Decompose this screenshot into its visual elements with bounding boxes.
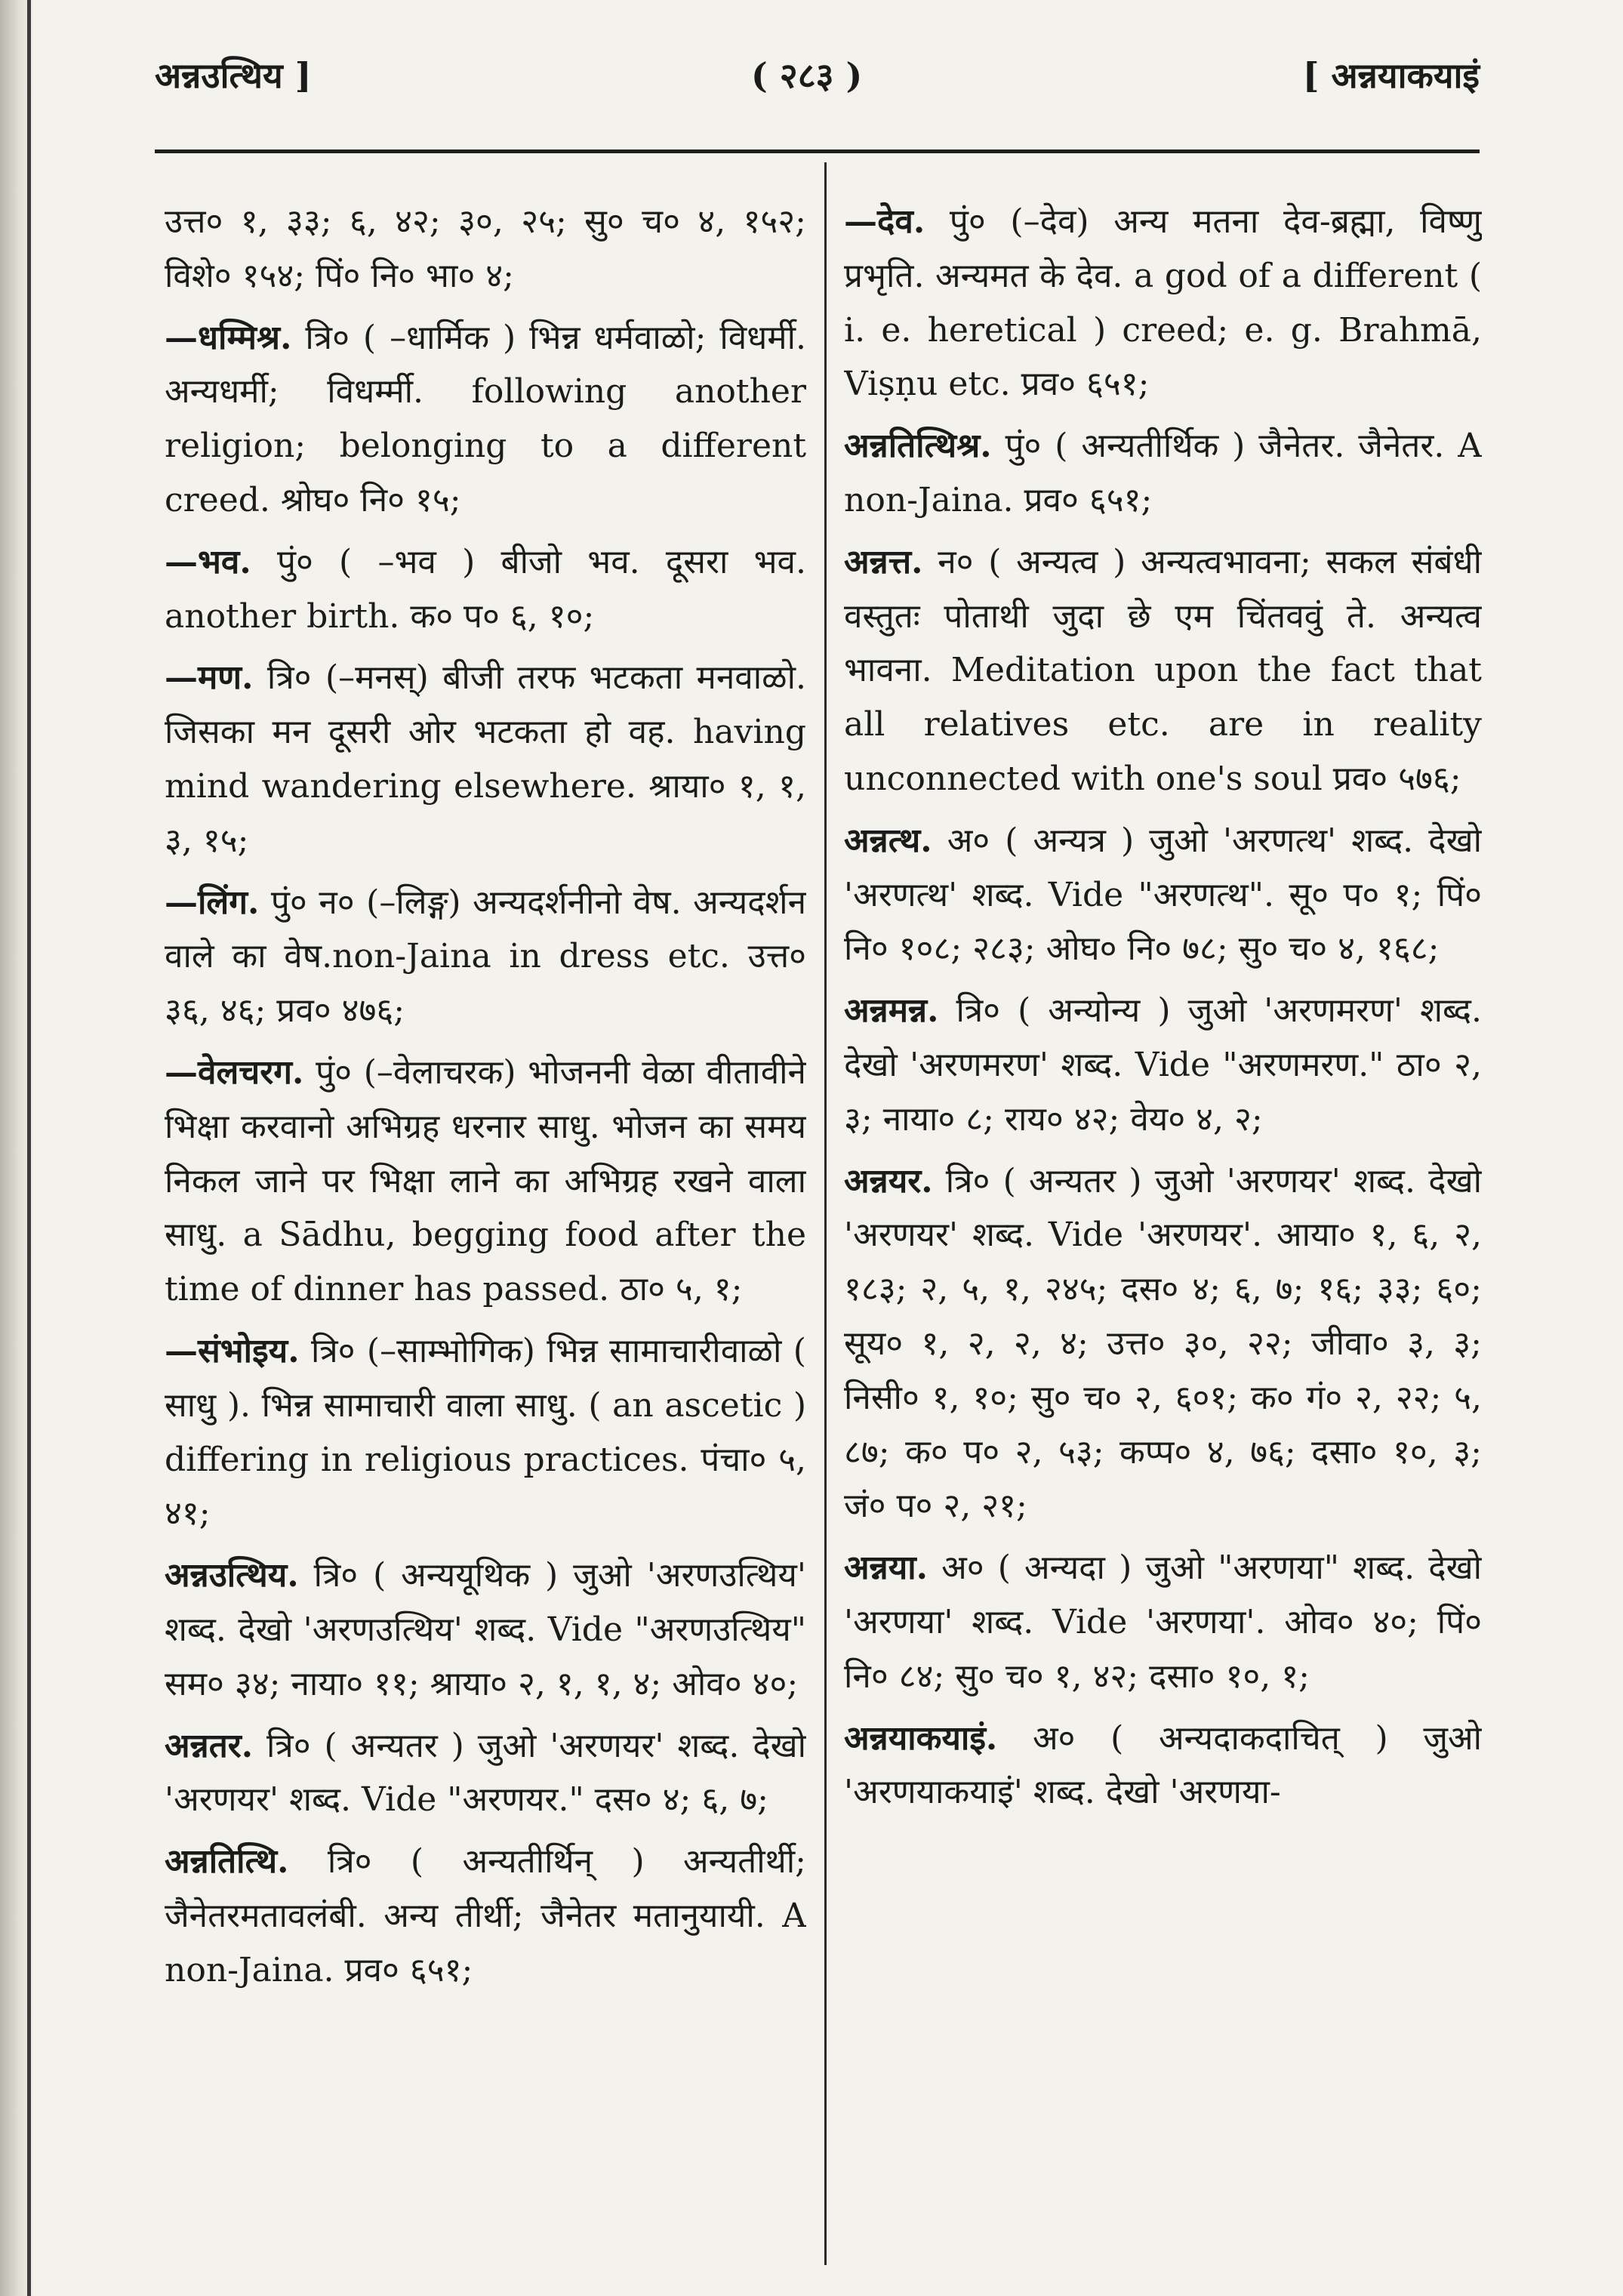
entry-definition: पुं० ( –भव ) बीजो भव. दूसरा भव. another birth. क० प० ६, १०; (165, 542, 806, 636)
binding-edge-line (27, 0, 31, 2296)
entry-definition: अ० ( अन्यदाकदाचित् ) जुओ 'अरणयाकयाइं' शब्द. देखो 'अरणया- (844, 1718, 1482, 1812)
right-column (844, 195, 1482, 2264)
entry-headword: —लिंग. (165, 883, 260, 922)
entry-headword: अन्नयाकयाइं. (844, 1718, 998, 1758)
header-left-guide-word: अन्नउत्थिय ] (155, 55, 312, 96)
dictionary-entry (844, 419, 1482, 528)
entry-headword: अन्नत्थ. (844, 821, 932, 860)
entry-definition: त्रि० (–मनस्) बीजी तरफ भटकता मनवाळो. जिसका मन दूसरी ओर भटकता हो वह. having mind wandering elsewhere. श्राया० १, १, ३, १५; (165, 658, 806, 860)
entry-definition: त्रि० (–साम्भोगिक) भिन्न सामाचारीवाळो ( साधु ). भिन्न सामाचारी वाला साधु. ( an ascetic ) differing in religious practices. पंचा० ५, ४१; (165, 1331, 806, 1533)
dictionary-entry (844, 984, 1482, 1146)
entry-definition: त्रि० ( अन्ययूथिक ) जुओ 'अरणउत्थिय' शब्द. देखो 'अरणउत्थिय' शब्द. Vide "अरणउत्थिय" सम० ३४; नाया० ११; श्राया० २, १, १, ४; ओव० ४०; (165, 1556, 806, 1703)
dictionary-entry (165, 1835, 806, 1997)
entry-headword: अन्नत्त. (844, 542, 923, 581)
dictionary-entry (844, 814, 1482, 976)
entry-headword: अन्नमन्न. (844, 991, 939, 1031)
dictionary-entry (844, 535, 1482, 806)
header-rule (155, 149, 1480, 153)
entry-definition: त्रि० ( अन्योन्य ) जुओ 'अरणमरण' शब्द. देखो 'अरणमरण' शब्द. Vide "अरणमरण." ठा० २, ३; नाया० ८; राय० ४२; वेय० ४, २; (844, 991, 1482, 1139)
dictionary-entry (165, 876, 806, 1038)
left-column (165, 195, 806, 2264)
entry-headword: —संभोइय. (165, 1331, 300, 1370)
entry-definition: त्रि० ( –धार्मिक ) भिन्न धर्मवाळो; विधर्मी. अन्यधर्मी; विधर्म्मी. following another religion; belonging to a different creed. श्रोघ० नि० १५; (165, 318, 806, 519)
entry-definition: त्रि० ( अन्यतीर्थिन् ) अन्यतीर्थी; जैनेतरमतावलंबी. अन्य तीर्थी; जैनेतर मतानुयायी. A non-Jaina. प्रव० ६५१; (165, 1842, 806, 1989)
entry-headword: —धम्मिश्र. (165, 318, 292, 357)
dictionary-entry (844, 195, 1482, 411)
entry-definition: अ० ( अन्यत्र ) जुओ 'अरणत्थ' शब्द. देखो 'अरणत्थ' शब्द. Vide "अरणत्थ". सू० प० १; पिं० नि० १०८; २८३; ओघ० नि० ७८; सु० च० ४, १६८; (844, 821, 1482, 969)
entry-definition: अ० ( अन्यदा ) जुओ "अरणया" शब्द. देखो 'अरणया' शब्द. Vide 'अरणया'. ओव० ४०; पिं० नि० ८४; सु० च० १, ४२; दसा० १०, १; (844, 1549, 1482, 1696)
entry-definition: न० ( अन्यत्व ) अन्यत्वभावना; सकल संबंधी वस्तुतः पोताथी जुदा छे एम चिंतववुं ते. अन्यत्व भावना. Meditation upon the fact that all relatives etc. are in reality unconnected with one's soul प्रव० ५७६; (844, 542, 1482, 798)
dictionary-entry (844, 1154, 1482, 1534)
dictionary-entry (165, 1719, 806, 1828)
entry-definition: पुं० न० (–लिङ्ग) अन्यदर्शनीनो वेष. अन्यदर्शन वाले का वेष.non-Jaina in dress etc. उत्त० ३६, ४६; प्रव० ४७६; (165, 883, 806, 1031)
entry-headword: अन्नतित्थिश्र. (844, 427, 992, 466)
header-right-guide-word: [ अन्नयाकयाइं (1302, 55, 1480, 96)
entry-headword: अन्नयर. (844, 1161, 933, 1200)
dictionary-entry (165, 1046, 806, 1317)
entry-definition: त्रि० ( अन्यतर ) जुओ 'अरणयर' शब्द. देखो 'अरणयर' शब्द. Vide "अरणयर." दस० ४; ६, ७; (165, 1726, 806, 1820)
dictionary-entry (844, 1712, 1482, 1820)
entry-headword: अन्नउत्थिय. (165, 1556, 299, 1595)
dictionary-entry (165, 311, 806, 528)
dictionary-entry (165, 1549, 806, 1711)
entry-headword: अन्नया. (844, 1549, 928, 1588)
entry-definition: पुं० (–देव) अन्य मतना देव-ब्रह्मा, विष्णु प्रभृति. अन्यमत के देव. a god of a different ( i. e. heretical ) creed; e. g. Brahmā, Viṣṇu etc. प्रव० ६५१; (844, 202, 1482, 404)
column-divider (824, 162, 827, 2265)
entry-headword: —मण. (165, 658, 254, 698)
dictionary-entry (165, 195, 806, 304)
entry-definition: पुं० (–वेलाचरक) भोजननी वेळा वीतावीने भिक्षा करवानो अभिग्रह धरनार साधु. भोजन का समय निकल जाने पर भिक्षा लाने का अभिग्रह रखने वाला साधु. a Sādhu, begging food after the time of dinner has passed. ठा० ५, १; (165, 1052, 806, 1309)
dictionary-entry (165, 535, 806, 644)
entry-headword: अन्नतित्थि. (165, 1842, 289, 1881)
entry-definition: उत्त० १, ३३; ६, ४२; ३०, २५; सु० च० ४, १५२; विशे० १५४; पिं० नि० भा० ४; (165, 202, 806, 295)
dictionary-entry (165, 651, 806, 868)
entry-headword: —भव. (165, 542, 251, 581)
entry-definition: त्रि० ( अन्यतर ) जुओ 'अरणयर' शब्द. देखो 'अरणयर' शब्द. Vide 'अरणयर'. आया० १, ६, २, १८३; २, ५, १, २४५; दस० ४; ६, ७; १६; ३३; ६०; सूय० १, २, २, ४; उत्त० ३०, २२; जीवा० ३, ३; निसी० १, १०; सु० च० २, ६०१; क० गं० २, २२; ५, ८७; क० प० २, ५३; कप्प० ४, ७६; दसा० १०, ३; जं० प० २, २१; (844, 1161, 1482, 1526)
page-number: ( २८३ ) (751, 55, 863, 96)
dictionary-entry (844, 1541, 1482, 1703)
dictionary-entry (165, 1324, 806, 1541)
entry-headword: —वेलचरग. (165, 1052, 304, 1092)
page-header (155, 51, 1480, 112)
entry-headword: —देव. (844, 202, 925, 241)
entry-headword: अन्नतर. (165, 1726, 254, 1765)
entry-definition: पुं० ( अन्यतीर्थिक ) जैनेतर. जैनेतर. A non-Jaina. प्रव० ६५१; (844, 427, 1482, 519)
